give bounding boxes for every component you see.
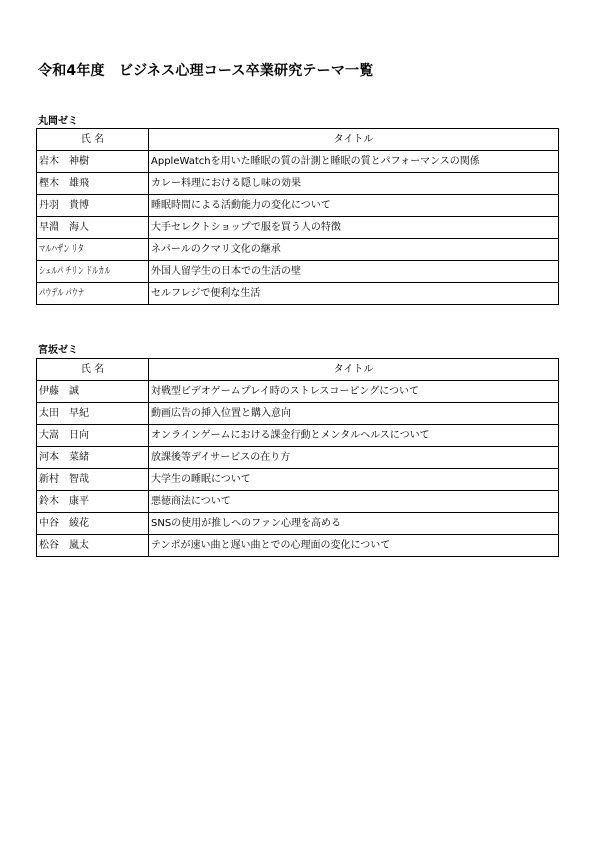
table-row <box>37 261 559 283</box>
student-name-text: マルハザン リタ <box>39 244 84 255</box>
column-header-name: 氏 名 <box>37 129 149 151</box>
table-row <box>37 151 559 173</box>
student-name <box>37 239 149 261</box>
research-title: 睡眠時間による活動能力の変化について <box>149 195 559 217</box>
table-row <box>37 217 559 239</box>
research-title: テンポが速い曲と遅い曲とでの心理面の変化について <box>149 535 559 557</box>
table-row <box>37 447 559 469</box>
table-row <box>37 283 559 305</box>
table-row <box>37 535 559 557</box>
research-title: 動画広告の挿入位置と購入意向 <box>149 403 559 425</box>
student-name-text: シェルパ チリン ドルカル <box>39 266 111 277</box>
topic-table-miyasaka <box>36 358 559 557</box>
section-title-miyasaka: 宮坂ゼミ <box>38 345 78 356</box>
student-name: 岩木 神樹 <box>37 151 149 173</box>
research-title: SNSの使用が推しへのファン心理を高める <box>149 513 559 535</box>
research-title: セルフレジで便利な生活 <box>149 283 559 305</box>
student-name: 河本 菜緒 <box>37 447 149 469</box>
table-row <box>37 239 559 261</box>
student-name: 大嵩 日向 <box>37 425 149 447</box>
table-row <box>37 491 559 513</box>
table-row <box>37 381 559 403</box>
student-name: 伊藤 誠 <box>37 381 149 403</box>
student-name <box>37 283 149 305</box>
table-row <box>37 425 559 447</box>
research-title: 対戦型ビデオゲームプレイ時のストレスコーピングについて <box>149 381 559 403</box>
research-title: 大学生の睡眠について <box>149 469 559 491</box>
table-row <box>37 403 559 425</box>
student-name: 新村 智哉 <box>37 469 149 491</box>
research-title: オンラインゲームにおける課金行動とメンタルヘルスについて <box>149 425 559 447</box>
column-header-title: タイトル <box>149 359 559 381</box>
research-title: 大手セレクトショップで服を買う人の特徴 <box>149 217 559 239</box>
student-name: 太田 早紀 <box>37 403 149 425</box>
research-title: ネパールのクマリ文化の継承 <box>149 239 559 261</box>
table-row <box>37 173 559 195</box>
student-name-text: パウデル パウナ <box>39 288 85 299</box>
research-title: 放課後等デイサービスの在り方 <box>149 447 559 469</box>
research-title: 外国人留学生の日本での生活の壁 <box>149 261 559 283</box>
student-name: 松谷 嵐太 <box>37 535 149 557</box>
student-name: 鈴木 康平 <box>37 491 149 513</box>
student-name <box>37 261 149 283</box>
student-name: 早淵 海人 <box>37 217 149 239</box>
column-header-title: タイトル <box>149 129 559 151</box>
student-name: 樫木 雄飛 <box>37 173 149 195</box>
section-title-maruoka: 丸岡ゼミ <box>38 116 78 127</box>
topic-table-maruoka <box>36 128 559 305</box>
table-header-row <box>37 129 559 151</box>
table-row <box>37 195 559 217</box>
page-title: 令和4年度 ビジネス心理コース卒業研究テーマ一覧 <box>38 63 374 79</box>
research-title: AppleWatchを用いた睡眠の質の計測と睡眠の質とパフォーマンスの関係 <box>149 151 559 173</box>
research-title: カレー料理における隠し味の効果 <box>149 173 559 195</box>
table-row <box>37 469 559 491</box>
student-name: 中谷 綾花 <box>37 513 149 535</box>
student-name: 丹羽 貴博 <box>37 195 149 217</box>
column-header-name: 氏 名 <box>37 359 149 381</box>
table-row <box>37 513 559 535</box>
research-title: 悪徳商法について <box>149 491 559 513</box>
table-header-row <box>37 359 559 381</box>
